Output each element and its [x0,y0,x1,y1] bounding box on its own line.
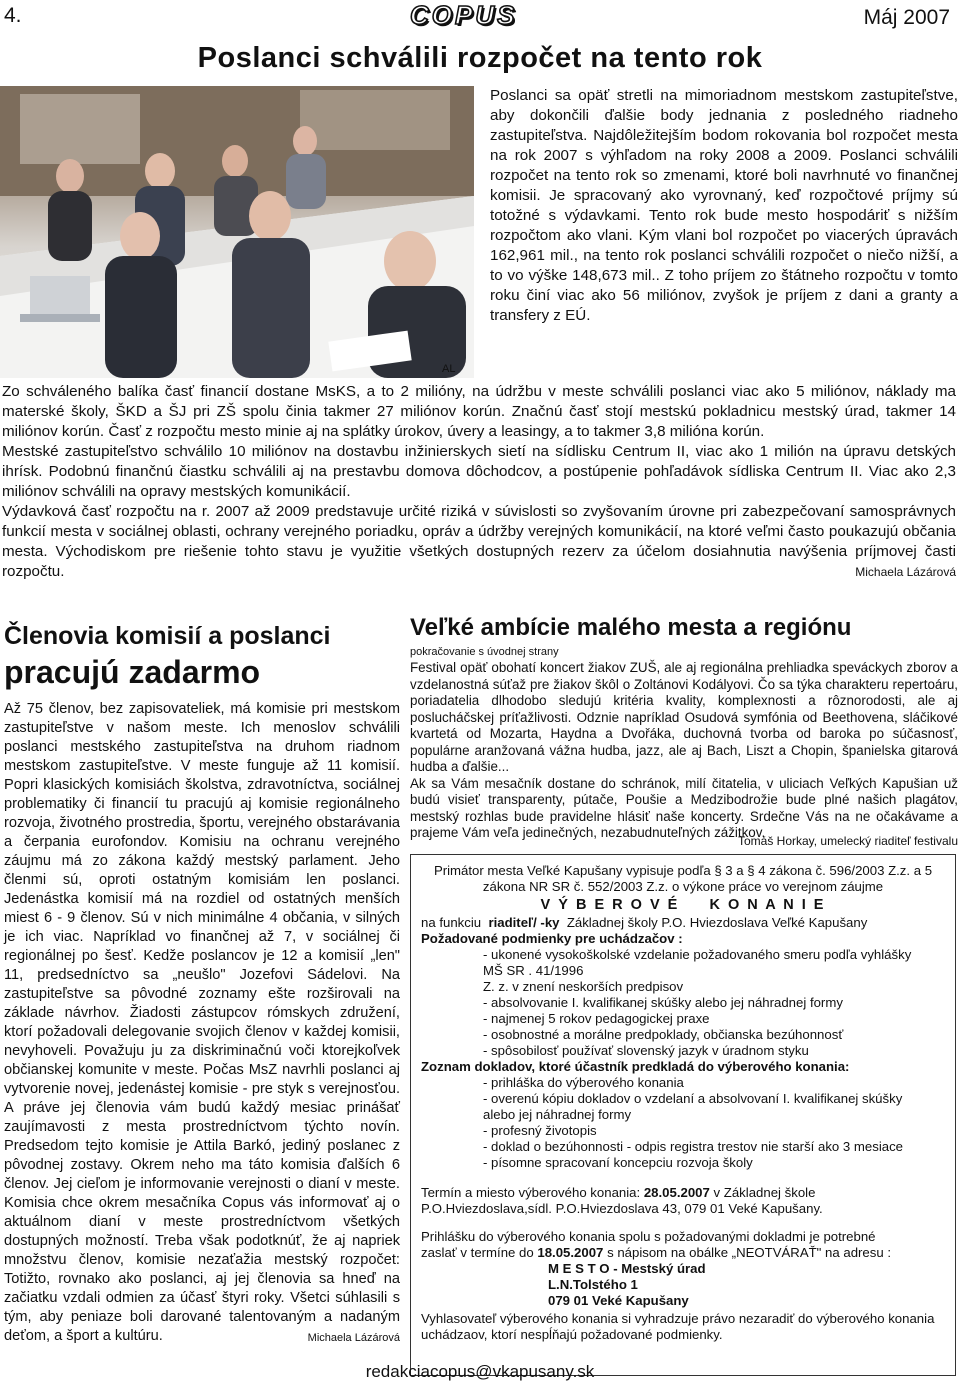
page-number: 4. [4,4,22,27]
article3-paragraph: Festival opäť obohatí koncert žiakov ZUŠ, ale aj regionálna prehliadka speváckych zborov a vzdelanostná súťaž pre žiakov škôl o Zoltánovi Kodályovi. Čo sa týka charakteru repertoáru, poriadatelia dlhodobo sledujú kritéria kvality, komplexnosti a rôznorodosti, ale aj poslucháčskej príťažlivosti. Odznie napríklad Osudová symfónia od Beethovena, sláčikové kvartetá od Mozarta, Haydna a Dvořáka, duchovná tvorba od baroka po súčasnosť, populárne aranžovaná vážna hudba, jazz, ale aj Bach, Liszt a Chopin, španielska gitarová hudba a ďalšie... [410,660,958,774]
notice-intro: Primátor mesta Veľké Kapušany vypisuje podľa § 3 a § 4 zákona č. 596/2003 Z.z. a 5 zákona NR SR č. 552/2003 Z.z. o výkone práce vo verejnom záujme [433,863,933,894]
article2-title-line2: pracujú zadarmo [4,654,261,690]
notice-apply-text: s nápisom na obálke „NEOTVÁRAŤ" na adresu : [607,1245,892,1260]
notice-address [548,1261,848,1309]
article3-title: Veľké ambície malého mesta a regiónu [410,614,852,641]
article-paragraph: Zo schváleného balíka časť financií dostane MsKS, a to 2 milióny, na údržbu v meste schválili poslanci viac ako 5 miliónov, náklady ma materské školy, ŠKD a ŠJ pri ZŠ spolu činia takmer 27 miliónov korún. Značnú časť stojí mestskú pokladnicu mestský úrad, takmer 14 miliónov korún. Časť z rozpočtu mesto minie aj na splátky úrokov, úvery a leasingy, a to takmer 3,8 milióna korún. [2,383,956,440]
article2-title-line1: Členovia komisií a poslanci [4,622,331,650]
notice-term-date: 28.05.2007 [643,1185,710,1200]
article2-text: Až 75 členov, bez zapisovateliek, má komisie pri mestskom zastupiteľstve v našom meste. Ich menoslov schválili poslanci mestského zastupiteľstva na druhom riadnom mestskom zastupiteľstve. V meste funguje až 11 komisií. Popri klasických komisiách školstva, zdravotníctva, sociálnej problematiky či financií tu pracujú aj komisie regionálneho rozvoja, životného prostredia, športu, verejného obstarávania a čerpania eurofondov. Komisiu na ochranu verejného záujmu má zo zákona každý mestský parlament. Jeho členmi sú, oproti ostatným komisiám len poslanci. Jedenástka komisií má na rozdiel od ostatných menších miest 6 - 9 členov. Sú v nich minimálne 4 občania, v silných je ich viac. Napríklad vo finančnej až 7, v sociálnej či regionálnej po šesť. Kedže poslancov je 12 a komisií „len" 11, predsedníctvo sa „neušlo" Jozefovi Sádelovi. Na zastupiteľstve sa pôvodné zoznamy ešte rozširovali na základe návrhov. Žiadosti zástupcov rómskych združení, ktorí požadovali delegovanie svojich členov v každej komisii, nevyhoveli. Považuju ju za diskriminačnú voči ktorejkoľvek občianskej komunite v meste. Počas MsZ navrhli poslanci aj vytvorenie novej, jedenástej komisie - pre styk s verejnosťou. A práve jej členovia vám budú každý mesiac prinášať zaujímavosti z mesta prostredníctvom týchto novín. Predsedom tejto komisie je Attila Barkó, jediný poslanec z pôvodnej zostavy. Okrem neho ma táto komisia ďalších 6 členov. Jej cieľom je informovanie verejnosti o dianí v meste. Komisia chce okrem mesačníka Copus vás informovať aj o aktuálnom dianí v meste prostredníctvom všetkých dostupných možností. Treba však podotknúť, že aj napriek množstvu členov, komisie nezaťažia mestský rozpočet: Totižto, rovnako ako poslanci, aj jej členovia sa hneď na začiatku vzdali odmien za účasť štyri roky. Všetci súhlasili s tým, aby peniaze boli darované talentovaným a nadaným deťom, a šport a kultúru. [4,701,400,1344]
requirement-item: - absolvovanie I. kvalifikanej skúšky alebo jej náhradnej formy [483,995,843,1010]
article2-author: Michaela Lázárová [307,1332,400,1344]
document-item: - profesný životopis [483,1123,597,1138]
address-line: 079 01 Veké Kapušany [548,1293,689,1308]
article-paragraph-text: Výdavková časť rozpočtu na r. 2007 až 2009 predstavuje určité riziká v súvislosti so zvyšovaním úrovne pri zabezpečovaní samosprávnych funkcií mesta v sociálnej oblasti, ochrany verejného poriadku, opráv a údržby verejných komunikácií, na ktoré veľmi často poukazujú občania mesta. Východiskom pre riešenie tohto stavu je využitie všetkých dostupných rezerv za účelom dosiahnutia navýšenia príjmovej časti rozpočtu. [2,503,956,580]
requirement-item: - najmenej 5 rokov pedagogickej praxe [483,1011,710,1026]
requirement-item: - spôsobilosť používať slovenský jazyk v úradnom styku [483,1043,809,1058]
council-meeting-photo [0,86,474,378]
address-line: M E S T O - Mestský úrad [548,1261,706,1276]
photo-credit: AL [442,363,456,375]
job-notice-box [410,854,956,1376]
documents-title: Zoznam dokladov, ktoré účastník predkladá do výberového konania: [421,1059,850,1074]
article-paragraph: Mestské zastupiteľstvo schválilo 10 miliónov na dostavbu inžinierskych sietí na sídlisku Centrum II, viac ako 1 milión na úpravu detských ihrísk. Podobnú finančnú čiastku schválili aj na prestavbu domova dôchodcov, a postúpenie pohľadávok sídliska Centrum II. Viac ako 2,3 miliónov schválili na opravy mestských komunikácií. [2,443,956,500]
article-paragraph [2,502,956,582]
notice-apply-label: Prihlášku do výberového konania spolu s požadovanými dokladmi je potrebné zaslať v termíne do [421,1229,876,1260]
article3-paragraph: Ak sa Vám mesačník dostane do schránok, milí čitatelia, v uliciach Veľkých Kapušian už budú visieť transparenty, pútače, Poušie a Medzibodrožie bude plné našich plagátov, mestský rozhlas bude pravidelne hlásiť naše koncerty. Srdečne Vás na ne očakávame a prajeme Vám veľa jedinečných, nezabudnuteľných zážitkov. [410,775,958,840]
document-item: - písomne spracovaní koncepciu rozvoja školy [483,1155,753,1170]
notice-term [421,1185,841,1217]
article2-body [4,700,400,1348]
documents-list [483,1075,933,1171]
requirement-item: - osobnostné a morálne predpoklady, občianska bezúhonnosť [483,1027,844,1042]
notice-position [421,915,951,931]
newspaper-logo: COPUS [410,0,518,30]
requirements-title: Požadované podmienky pre uchádzačov : [421,931,683,946]
requirement-item: - ukonené vysokoškolské vzdelanie požadovaného smeru podľa vyhlášky MŠ SR . 41/1996 [483,947,912,978]
article3-body [410,660,958,842]
requirement-item: Z. z. v znení neskorších predpisov [483,979,684,994]
document-item: - overenú kópiu dokladov o vzdelaní a absolvovaní I. kvalifikanej skúšky alebo jej náhradnej formy [483,1091,903,1122]
article3-continued-note: pokračovanie s úvodnej strany [410,646,559,658]
notice-position-school: Základnej školy P.O. Hviezdoslava Veľké Kapušany [566,915,868,930]
photo-illustration [0,86,474,378]
issue-date: Máj 2007 [863,6,950,29]
document-item: - prihláška do výberového konania [483,1075,684,1090]
notice-term-label: Termín a miesto výberového konania: [421,1185,641,1200]
notice-heading: V Ý B E R O V É K O N A N I E [540,897,826,913]
article-body [2,382,956,582]
notice-apply-date: 18.05.2007 [537,1245,604,1260]
requirements-list [483,947,923,1059]
notice-position-title: riaditeľ/ -ky [488,915,560,930]
notice-term-place: v Základnej škole P.O.Hviezdoslava,sídl. P.O.Hviezdoslava 43, 079 01 Veké Kapušany. [421,1185,823,1216]
notice-position-prefix: na funkciu [421,915,482,930]
notice-reserve: Vyhlasovateľ výberového konania si vyhradzuje právo nezaradiť do výberového konania uchádzaov, ktorí nespĺňajú požadované podmienky. [421,1311,935,1342]
document-item: - doklad o bezúhonnosti - odpis registra trestov nie starší ako 3 mesiace [483,1139,904,1154]
article-title: Poslanci schválili rozpočet na tento rok [197,42,763,74]
article-lead: Poslanci sa opäť stretli na mimoriadnom mestskom zastupiteľstve, aby dokončili ďalšie body jednania z posledného riadneho zastupiteľstva. Najdôležitejším bodom rokovania bol rozpočet mesta na rok 2007 s výhľadom na roky 2008 a 2009. Poslanci schválili rozpočet na tento rok so zmenami, ktoré boli navrhnuté vo finančnej komisii. Je spracovaný ako vyrovnaný, keď rozpočtové príjmy sú totožné s výdavkami. Tento rok bude mesto hospodáriť s nižším rozpočtom ako vlani. Kým vlani bol rozpočet po viacerých úpravách 162,961 mil., na tento rok poslanci schválili rozpočet o niečo nižší, a to vo výške 148,673 mil.. Z toho príjem zo štátneho rozpočtu v tomto roku činí viac ako 56 miliónov, zvyšok je príjem z dani a granty a transfery z EÚ. [490,87,958,324]
notice-apply [421,1229,901,1261]
article-author: Michaela Lázárová [855,565,956,579]
article3-author: Tomáš Horkay, umelecký riaditeľ festivalu [737,834,958,848]
footer-email[interactable]: redakciacopus@vkapusany.sk [365,1362,595,1381]
address-line: L.N.Tolstého 1 [548,1277,638,1292]
